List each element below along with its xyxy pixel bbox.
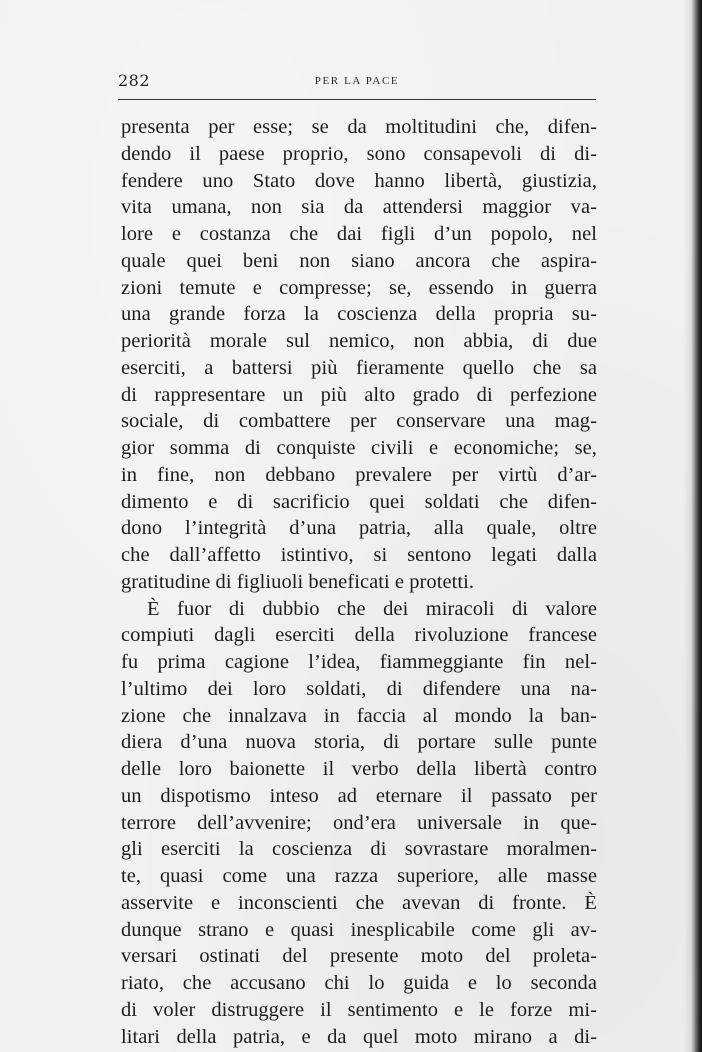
text-line: asservite e inconscienti che avevan di fronte. È — [121, 891, 597, 914]
text-line: compiuti dagli eserciti della rivoluzione francese — [121, 624, 597, 647]
body-text — [121, 114, 597, 1050]
text-line: di voler distruggere il sentimento e le forze mi- — [121, 998, 597, 1021]
text-line: presenta per esse; se da moltitudini che, difen- — [121, 116, 597, 138]
text-line: in fine, non debbano prevalere per virtù d’ar- — [121, 463, 597, 486]
page-header — [118, 68, 596, 92]
text-line: fu prima cagione l’idea, fiammeggiante fin nel- — [121, 651, 597, 673]
text-line: zione che innalzava in faccia al mondo la ban- — [121, 704, 597, 727]
text-line: dono l’integrità d’una patria, alla quale, oltre — [121, 517, 597, 540]
running-title: PER LA PACE — [314, 75, 400, 87]
text-line: sociale, di combattere per conservare una mag- — [121, 410, 597, 433]
text-line: fendere uno Stato dove hanno libertà, giustizia, — [121, 169, 597, 192]
text-line: quale quei beni non siano ancora che aspira- — [121, 249, 597, 272]
text-line: vita umana, non sia da attendersi maggior va- — [121, 196, 597, 219]
text-line: terrore dell’avvenire; ond’era universale in que- — [121, 811, 597, 834]
text-line: te, quasi come una razza superiore, alle masse — [121, 865, 597, 887]
text-line: gior somma di conquiste civili e economiche; se, — [121, 437, 597, 459]
text-line: dimento e di sacrificio quei soldati che difen- — [121, 490, 597, 513]
text-line: lore e costanza che dai figli d’un popolo, nel — [121, 223, 597, 245]
text-line-paragraph-start: È fuor di dubbio che dei miracoli di valore — [147, 597, 597, 620]
text-line: diera d’una nuova storia, di portare sulle punte — [121, 731, 597, 754]
page-spine-shadow — [684, 0, 702, 1052]
text-line: dunque strano e quasi inesplicabile come gli av- — [121, 918, 597, 941]
text-line: di rappresentare un più alto grado di perfezione — [121, 383, 597, 406]
text-line-paragraph-end: gratitudine di figliuoli beneficati e protetti. — [121, 570, 475, 593]
header-rule — [118, 99, 596, 100]
text-line: un dispotismo inteso ad eternare il passato per — [121, 784, 597, 807]
text-line: l’ultimo dei loro soldati, di difendere una na- — [121, 677, 597, 700]
text-line: una grande forza la coscienza della propria su- — [121, 303, 597, 326]
text-line: delle loro baionette il verbo della libertà contro — [121, 758, 597, 780]
text-line: litari della patria, e da quel moto mirano a di- — [121, 1025, 597, 1048]
text-line: riato, che accusano chi lo guida e lo seconda — [121, 972, 597, 994]
text-line: periorità morale sul nemico, non abbia, di due — [121, 330, 597, 352]
text-line: gli eserciti la coscienza di sovrastare moralmen- — [121, 838, 597, 861]
page-number: 282 — [118, 71, 151, 90]
text-line: versari ostinati del presente moto del proleta- — [121, 945, 597, 968]
text-line: zioni temute e compresse; se, essendo in guerra — [121, 276, 597, 299]
text-line: che dall’affetto istintivo, si sentono legati dalla — [121, 544, 597, 566]
text-line: eserciti, a battersi più fieramente quello che sa — [121, 356, 597, 379]
text-line: dendo il paese proprio, sono consapevoli di di- — [121, 142, 597, 165]
